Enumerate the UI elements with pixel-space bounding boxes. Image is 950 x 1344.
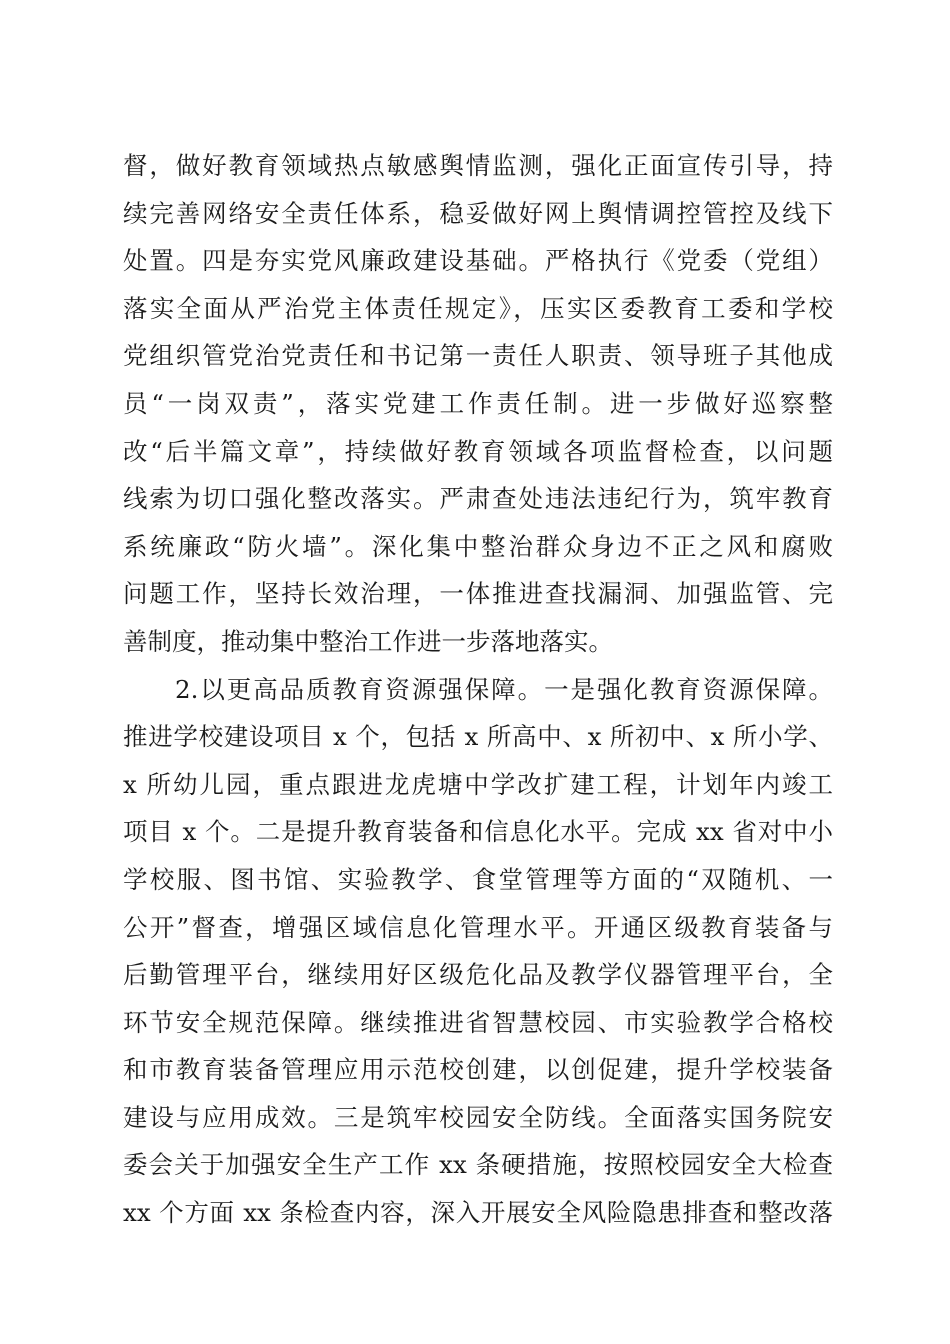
text-line: xx 个方面 xx 条检查内容，深入开展安全风险隐患排查和整改落	[123, 1198, 833, 1228]
text-line: 处置。四是夯实党风廉政建设基础。严格执行《党委（党组）	[123, 246, 833, 276]
text-line: 督，做好教育领域热点敏感舆情监测，强化正面宣传引导，持	[123, 151, 833, 180]
text-line: 学校服、图书馆、实验教学、食堂管理等方面的“双随机、一	[123, 864, 833, 894]
text-line: 系统廉政“防火墙”。深化集中整治群众身边不正之风和腐败	[123, 531, 833, 561]
text-line: 后勤管理平台，继续用好区级危化品及教学仪器管理平台，全	[123, 960, 833, 990]
section-heading-line: 2.以更高品质教育资源强保障。一是强化教育资源保障。	[175, 674, 833, 704]
text-line: 线索为切口强化整改落实。严肃查处违法违纪行为，筑牢教育	[123, 484, 833, 514]
body-text	[123, 142, 833, 1237]
text-line: 续完善网络安全责任体系，稳妥做好网上舆情调控管控及线下	[123, 198, 833, 228]
text-line: 党组织管党治党责任和书记第一责任人职责、领导班子其他成	[123, 341, 833, 371]
text-line: 公开”督查，增强区域信息化管理水平。开通区级教育装备与	[123, 912, 833, 942]
text-line: 环节安全规范保障。继续推进省智慧校园、市实验教学合格校	[123, 1007, 833, 1037]
text-line: 落实全面从严治党主体责任规定》，压实区委教育工委和学校	[123, 293, 833, 323]
text-line: 改“后半篇文章”，持续做好教育领域各项监督检查，以问题	[123, 436, 833, 466]
text-line: 员“一岗双责”，落实党建工作责任制。进一步做好巡察整	[123, 388, 833, 418]
text-line: x 所幼儿园，重点跟进龙虎塘中学改扩建工程，计划年内竣工	[123, 769, 833, 799]
text-line: 推进学校建设项目 x 个，包括 x 所高中、x 所初中、x 所小学、	[123, 722, 833, 752]
text-line: 委会关于加强安全生产工作 xx 条硬措施，按照校园安全大检查	[123, 1150, 833, 1180]
text-line: 和市教育装备管理应用示范校创建，以创促建，提升学校装备	[123, 1055, 833, 1085]
text-line: 问题工作，坚持长效治理，一体推进查找漏洞、加强监管、完	[123, 579, 833, 609]
text-line: 项目 x 个。二是提升教育装备和信息化水平。完成 xx 省对中小	[123, 817, 833, 847]
paragraph-end-line: 善制度，推动集中整治工作进一步落地落实。	[123, 626, 613, 656]
text-line: 建设与应用成效。三是筑牢校园安全防线。全面落实国务院安	[123, 1102, 833, 1132]
